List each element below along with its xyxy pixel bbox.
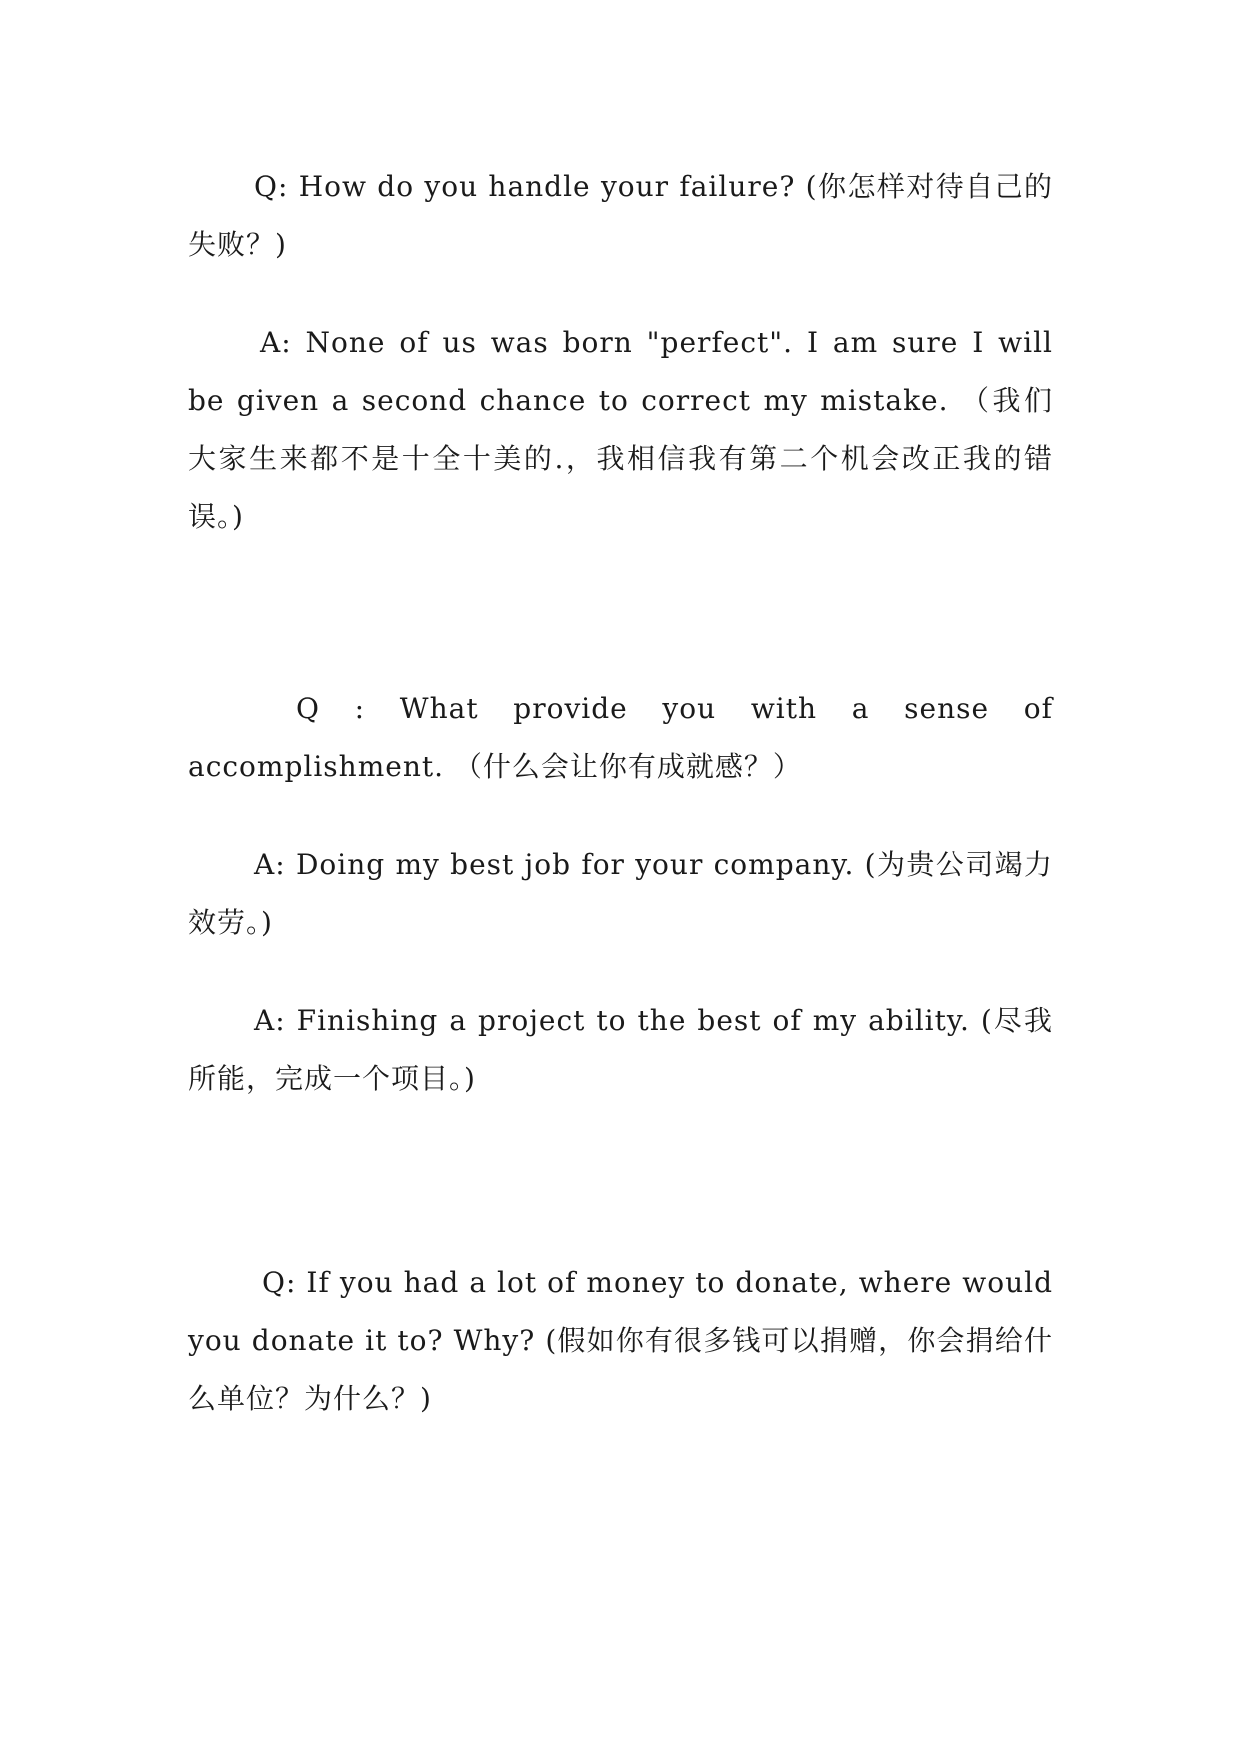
question-donate-money: Q: If you had a lot of money to donate, where would you donate it to? Why? (假如你有很多钱可以捐赠，你会捐给什么单位？为什么？) <box>188 1266 1053 1415</box>
question-handle-failure: Q: How do you handle your failure? (你怎样对待自己的失败？) <box>188 170 1053 261</box>
answer-best-job: A: Doing my best job for your company. (为贵公司竭力效劳。) <box>188 848 1053 939</box>
answer-handle-failure: A: None of us was born "perfect". I am sure I will be given a second chance to correct my mistake. （我们大家生来都不是十全十美的.，我相信我有第二个机会改正我的错误。) <box>188 326 1053 533</box>
question-sense-of-accomplishment: Q : What provide you with a sense of accomplishment. （什么会让你有成就感？） <box>188 692 1053 783</box>
answer-finishing-project: A: Finishing a project to the best of my ability. (尽我所能，完成一个项目。) <box>188 1004 1053 1095</box>
